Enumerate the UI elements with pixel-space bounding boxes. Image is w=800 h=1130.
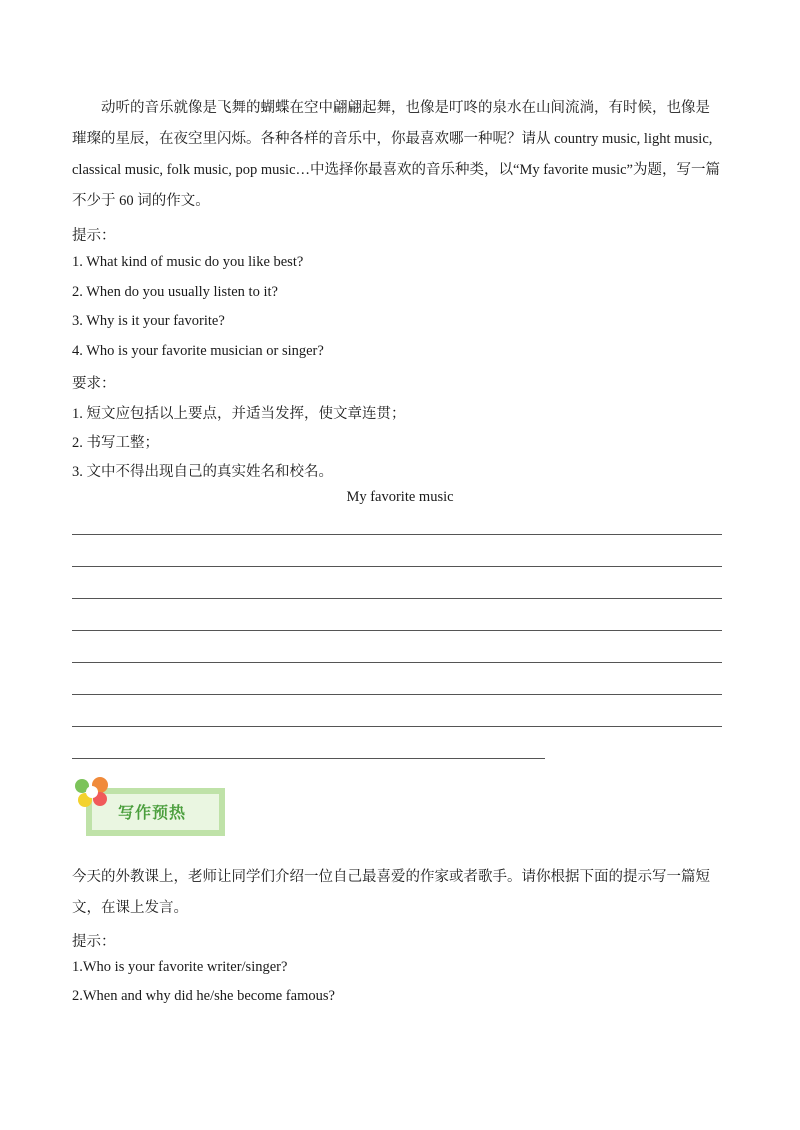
hints-heading: 提示： [72,228,116,244]
badge-label: 写作预热 [118,803,187,822]
writing-line [72,534,722,535]
hint-item: 1. What kind of music do you like best? [72,254,304,270]
section2-paragraph [72,862,722,924]
essay-title: My favorite music [346,489,454,505]
writing-line [72,598,722,599]
requirement-item: 1. 短文应包括以上要点，并适当发挥，使文章连贯； [72,406,406,422]
writing-line [72,694,722,695]
section-badge [72,776,232,840]
writing-line [72,662,722,663]
requirements-heading: 要求： [72,376,116,392]
writing-line [72,726,722,727]
hint-item: 4. Who is your favorite musician or singer? [72,343,324,359]
section2-hint-item: 2.When and why did he/she become famous? [72,988,335,1004]
requirement-item: 3. 文中不得出现自己的真实姓名和校名。 [72,464,333,480]
writing-line [72,758,545,759]
section2-hint-item: 1.Who is your favorite writer/singer? [72,959,288,975]
flower-icon [72,776,122,816]
hint-item: 2. When do you usually listen to it? [72,284,278,300]
section2-text: 今天的外教课上，老师让同学们介绍一位自己最喜爱的作家或者歌手。请你根据下面的提示写一篇短文，在课上发言。 [72,869,710,916]
hint-item: 3. Why is it your favorite? [72,313,225,329]
intro-text: 动听的音乐就像是飞舞的蝴蝶在空中翩翩起舞，也像是叮咚的泉水在山间流淌，有时候，也像是璀璨的星辰，在夜空里闪烁。各种各样的音乐中，你最喜欢哪一种呢？请从 country music, light music, classical music, folk music, pop music…中选择你最喜欢的音乐种类，以“My favorite music”为题，写一篇不少于 60 词的作文。 [72,100,720,209]
requirement-item: 2. 书写工整； [72,435,159,451]
writing-line [72,630,722,631]
writing-line [72,566,722,567]
intro-paragraph [72,93,722,217]
section2-hints-heading: 提示： [72,934,116,950]
